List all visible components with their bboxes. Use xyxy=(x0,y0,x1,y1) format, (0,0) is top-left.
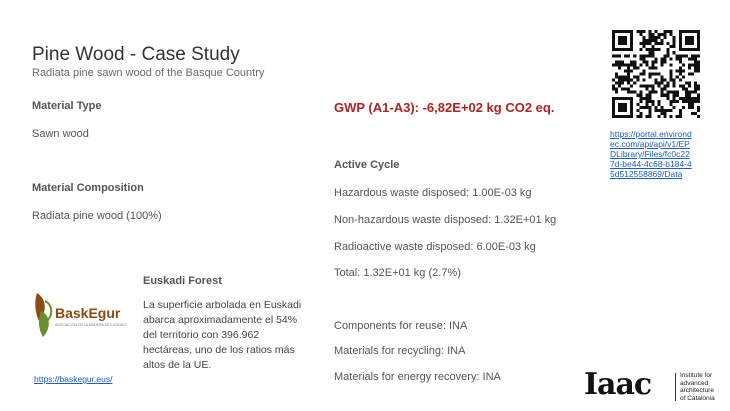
page-title: Pine Wood - Case Study xyxy=(32,44,240,65)
qr-code-icon[interactable] xyxy=(612,30,700,118)
materials-recycling-item: Materials for recycling: INA xyxy=(334,345,466,357)
iaac-mark: Iaac xyxy=(584,367,652,402)
baskegur-logo xyxy=(33,291,139,343)
material-type-label: Material Type xyxy=(32,100,102,112)
iaac-institute-text: Institute for advanced architecture of Catalonia xyxy=(680,372,715,402)
baskegur-link[interactable]: https://baskegur.eus/ xyxy=(34,374,113,384)
material-composition-label: Material Composition xyxy=(32,182,144,194)
page-subtitle: Radiata pine sawn wood of the Basque Country xyxy=(32,67,265,79)
radioactive-waste-item: Radioactive waste disposed: 6.00E-03 kg xyxy=(334,241,536,253)
iaac-divider xyxy=(675,373,676,401)
epd-link[interactable]: https://portal.environdec.com/api/api/v1/EPDLibrary/Files/fc0c227d-be44-4c68-b184-45d512558869/Data xyxy=(610,129,692,179)
components-reuse-item: Components for reuse: INA xyxy=(334,320,468,332)
gwp-value: GWP (A1-A3): -6,82E+02 kg CO2 eq. xyxy=(334,100,555,115)
forest-heading: Euskadi Forest xyxy=(143,275,222,287)
iaac-logo xyxy=(584,369,714,405)
hazardous-waste-item: Hazardous waste disposed: 1.00E-03 kg xyxy=(334,187,532,199)
energy-recovery-item: Materials for energy recovery: INA xyxy=(334,371,501,383)
material-type-value: Sawn wood xyxy=(32,128,89,140)
non-hazardous-waste-item: Non-hazardous waste disposed: 1.32E+01 kg xyxy=(334,214,557,226)
material-composition-value: Radiata pine wood (100%) xyxy=(32,210,162,222)
active-cycle-heading: Active Cycle xyxy=(334,159,400,171)
forest-paragraph: La superficie arbolada en Euskadi abarca aproximadamente el 54% del territorio con 396.962 hectáreas, uno de los ratios más altos de la UE. xyxy=(143,299,302,371)
baskegur-tagline: ASOCIACIÓN DE LA MADERA DE EUSKADI xyxy=(55,323,126,327)
baskegur-wordmark: BaskEgur xyxy=(55,305,121,321)
total-waste-item: Total: 1.32E+01 kg (2.7%) xyxy=(334,267,461,279)
qr-code-graphic xyxy=(612,30,700,118)
